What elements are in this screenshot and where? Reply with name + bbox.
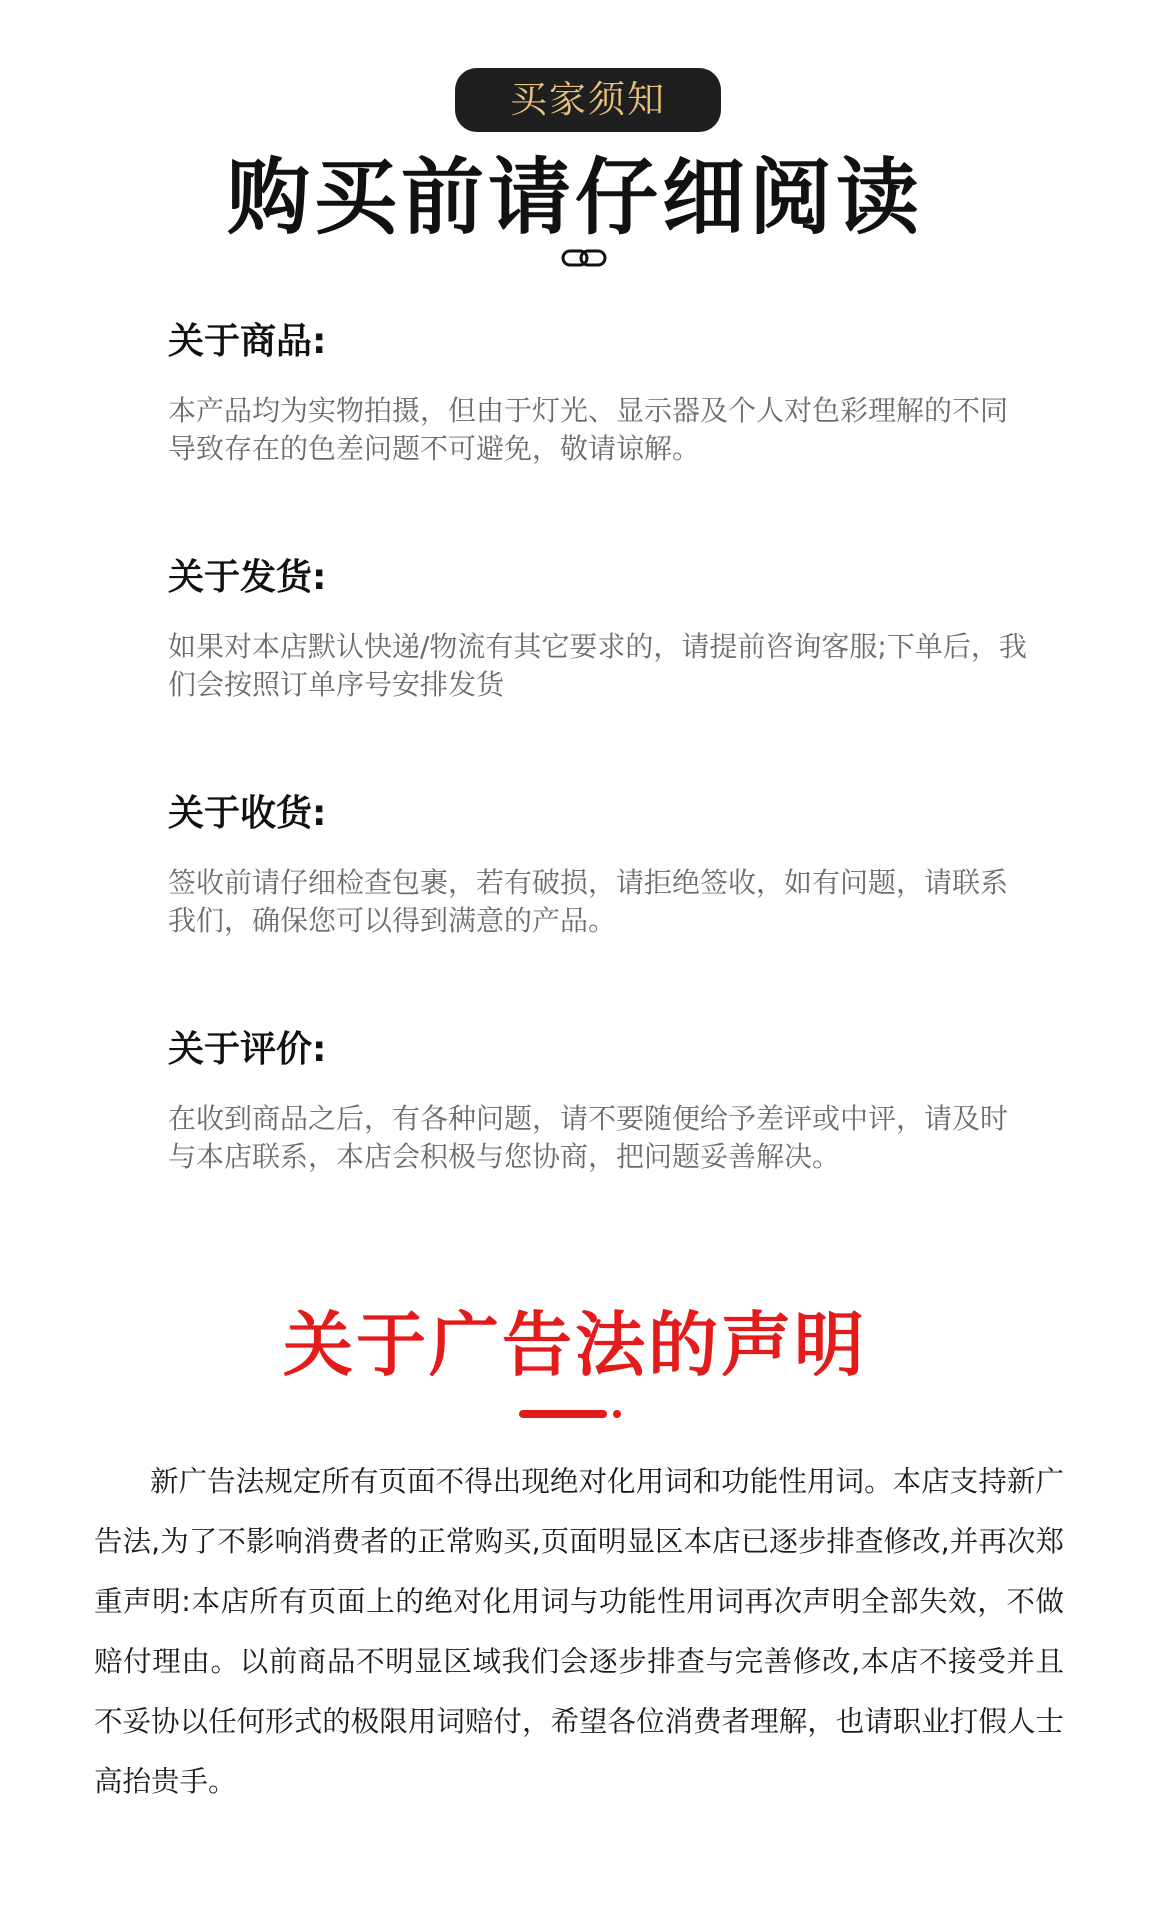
- page-title: 购买前请仔细阅读: [227, 149, 923, 246]
- section-title: 关于收货:: [168, 793, 327, 834]
- section-body: 在收到商品之后，有各种问题，请不要随便给予差评或中评，请及时与本店联系，本店会积极与您协商，把问题妥善解决。: [168, 1102, 1009, 1173]
- notice-badge: 买家须知: [455, 68, 721, 132]
- section-receiving: [168, 792, 1028, 940]
- section-title: 关于发货:: [168, 557, 327, 598]
- section-body: 如果对本店默认快递/物流有其它要求的，请提前咨询客服;下单后，我们会按照订单序号安排发货: [168, 630, 1027, 701]
- title-underline: [519, 1410, 607, 1418]
- section-shipping: [168, 556, 1028, 704]
- link-icon: [561, 248, 607, 268]
- section-title: 关于商品:: [168, 321, 327, 362]
- section-body: 本产品均为实物拍摄，但由于灯光、显示器及个人对色彩理解的不同导致存在的色差问题不可避免，敬请谅解。: [168, 394, 1009, 465]
- ad-law-title: 关于广告法的声明: [283, 1304, 867, 1386]
- title-underline-dot: [613, 1410, 621, 1418]
- section-body: 签收前请仔细检查包裹，若有破损，请拒绝签收，如有问题，请联系我们，确保您可以得到满意的产品。: [168, 866, 1009, 937]
- section-title: 关于评价:: [168, 1029, 327, 1070]
- section-product: [168, 320, 1028, 468]
- ad-law-statement: 新广告法规定所有页面不得出现绝对化用词和功能性用词。本店支持新广告法,为了不影响消费者的正常购买,页面明显区本店已逐步排查修改,并再次郑重声明:本店所有页面上的绝对化用词与功能性用词再次声明全部失效，不做赔付理由。以前商品不明显区域我们会逐步排查与完善修改,本店不接受并且不妥协以任何形式的极限用词赔付，希望各位消费者理解，也请职业打假人士高抬贵手。: [94, 1465, 1064, 1798]
- section-review: [168, 1028, 1028, 1176]
